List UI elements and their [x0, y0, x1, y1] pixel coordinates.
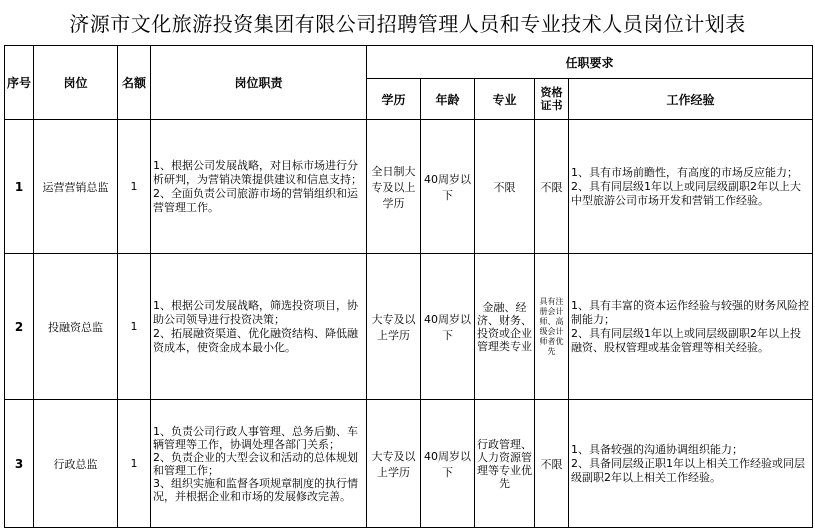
position-plan-table [4, 45, 813, 528]
row-education: 全日制大专及以上学历 [367, 120, 421, 254]
row-age: 40周岁以下 [421, 254, 475, 400]
header-major: 专业 [475, 79, 535, 120]
header-quota: 名额 [118, 46, 151, 120]
row-position: 行政总监 [34, 400, 118, 528]
row-age: 40周岁以下 [421, 120, 475, 254]
row-seq: 3 [5, 400, 34, 528]
header-row-top [5, 46, 813, 79]
row-seq: 2 [5, 254, 34, 400]
row-cert: 不限 [535, 400, 569, 528]
row-experience: 1、具备较强的沟通协调组织能力； 2、具备同层级正职1年以上相关工作经验或同层级副职2年以上相关工作经验。 [569, 400, 813, 528]
header-cert: 资格证书 [535, 79, 569, 120]
row-cert: 具有注册会计师、高级会计师者优先 [535, 254, 569, 400]
header-seq: 序号 [5, 46, 34, 120]
row-education: 大专及以上学历 [367, 254, 421, 400]
row-position: 运营营销总监 [34, 120, 118, 254]
row-major: 不限 [475, 120, 535, 254]
table-row [5, 120, 813, 254]
row-major: 金融、经济、财务、投资或企业管理类专业 [475, 254, 535, 400]
header-requirements: 任职要求 [367, 46, 813, 79]
row-cert: 不限 [535, 120, 569, 254]
row-quota: 1 [118, 120, 151, 254]
row-quota: 1 [118, 400, 151, 528]
table-row [5, 254, 813, 400]
row-age: 40周岁以下 [421, 400, 475, 528]
header-age: 年龄 [421, 79, 475, 120]
row-education: 大专及以上学历 [367, 400, 421, 528]
row-duties: 1、根据公司发展战略，对目标市场进行分析研判，为营销决策提供建议和信息支持； 2、全面负责公司旅游市场的营销组织和运营管理工作。 [151, 120, 367, 254]
header-experience: 工作经验 [569, 79, 813, 120]
row-seq: 1 [5, 120, 34, 254]
row-experience: 1、具有市场前瞻性，有高度的市场反应能力； 2、具有同层级1年以上或同层级副职2年以上大中型旅游公司市场开发和营销工作经验。 [569, 120, 813, 254]
header-position: 岗位 [34, 46, 118, 120]
row-position: 投融资总监 [34, 254, 118, 400]
row-quota: 1 [118, 254, 151, 400]
header-education: 学历 [367, 79, 421, 120]
row-duties: 1、根据公司发展战略，筛选投资项目，协助公司领导进行投资决策； 2、拓展融资渠道、优化融资结构、降低融资成本，使资金成本最小化。 [151, 254, 367, 400]
header-duties: 岗位职责 [151, 46, 367, 120]
row-major: 行政管理、人力资源管理等专业优先 [475, 400, 535, 528]
table-row [5, 400, 813, 528]
row-experience: 1、具有丰富的资本运作经验与较强的财务风险控制能力； 2、具有同层级1年以上或同层级副职2年以上投融资、股权管理或基金管理等相关经验。 [569, 254, 813, 400]
row-duties: 1、负责公司行政人事管理、总务后勤、车辆管理等工作，协调处理各部门关系； 2、负责企业的大型会议和活动的总体规划和管理工作； 3、组织实施和监督各项规章制度的执行情况，并根据企业和市场的发展修改完善。 [151, 400, 367, 528]
page-title: 济源市文化旅游投资集团有限公司招聘管理人员和专业技术人员岗位计划表 [69, 11, 746, 36]
